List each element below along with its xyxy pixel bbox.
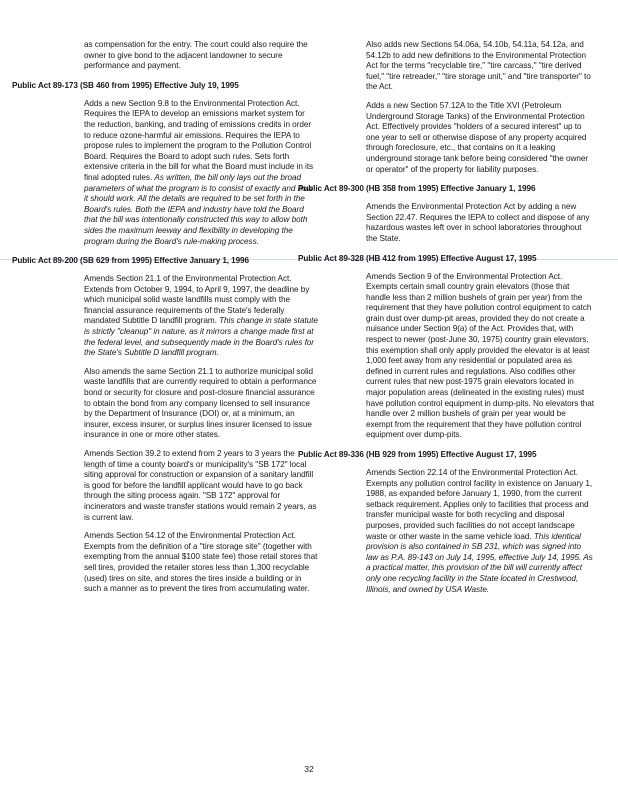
right-column	[298, 40, 595, 603]
paragraph: Amends Section 39.2 to extend from 2 years to 3 years the length of time a county board's or municipality's "SB 172" local siting approval for construction or expansion of a sanitary landfill is good for before the landfill applicant would have to go back through the siting process again. "SB 172" approval for incinerators and waste transfer stations would remain 2 years, as is current law.	[84, 449, 317, 522]
paragraph-text: Adds a new Section 9.8 to the Environmental Protection Act. Requires the IEPA to develop an emissions market system for the reduction, banking, and trading of emissions credits in order to reduce ozone-harmful air emissions. Requires the IEPA to propose rules to implement the program to the Pollution Control Board. Requires the Board to adopt such rules. Sets forth extensive criteria in the bill for what the Board must include in its final adopted rules.	[84, 98, 314, 182]
paragraph: Also adds new Sections 54.06a, 54.10b, 54.11a, 54.12a, and 54.12b to add new definitions to the Environmental Protection Act for the terms "recyclable tire," "tire carcass," "tire derived fuel," "tire retreader," "tire storage unit," and "tire transporter" to the Act.	[366, 40, 591, 92]
paragraph: Amends the Environmental Protection Act by adding a new Section 22.47. Requires the IEPA to collect and dispose of any hazardous wastes left over in school laboratories throughout the State.	[366, 202, 590, 243]
paragraph: Amends Section 9 of the Environmental Protection Act. Exempts certain small country grain elevators (those that handle less than 2 million bushels of grain per year) from the requirement that they have pollution control equipment to catch grain dust over dump-pit areas, provided they do not create a nuisance under Section 9(a) of the Act. Provides that, with respect to newer (post-June 30, 1975) country grain elevators, this exemption shall only apply provided the elevator is at least 1,000 feet away from any residential or populated area as defined in current rules and regulations. Also codifies other current rules that new post-1975 grain elevators located in major population areas (delineated in the existing rules) must have pollution control equipment in dump-pits. No elevators that handle over 2 million bushels of grain per year would be exempt from the requirement that they have pollution control equipment over dump-pits.	[366, 271, 595, 440]
paragraph	[366, 468, 594, 595]
section-heading: Public Act 89-173 (SB 460 from 1995) Effective July 19, 1995	[12, 80, 239, 90]
paragraph: Also amends the same Section 21.1 to authorize municipal solid waste landfills that are currently required to obtain a performance bond or security for closure and post-closure financial assurance to obtain the bond from any company licensed to sell insurance by the Department of Insurance (DOI) or, at a minimum, an insurer, excess insurer, or surplus lines insurer licensed to issue insurance in one or more other states.	[84, 366, 317, 440]
paragraph: as compensation for the entry. The court could also require the owner to give bond to the adjacent landowner to secure performance and payment.	[84, 40, 308, 71]
paragraph: Adds a new Section 57.12A to the Title XVI (Petroleum Underground Storage Tanks) of the Environmental Protection Act. Effectively provides "holders of a secured interest" up to one year to sell or otherwise dispose of any property acquired through foreclosure, etc., that contains on it a leaking underground storage tank before being considered "the owner or operator" of the property for liability purposes.	[366, 100, 589, 174]
section-heading: Public Act 89-300 (HB 358 from 1995) Effective January 1, 1996	[298, 184, 536, 194]
page-number: 32	[304, 764, 314, 774]
paragraph-text: Amends Section 22.14 of the Environmental Protection Act. Exempts any pollution control facility in existence on January 1, 1988, as expanded before January 1, 1990, from the current setback requirement. Applies only to facilities that process and transfer municipal waste for both recycling and disposal purposes, provided such facilities do not accept landscape waste or other waste in the same vehicle load.	[366, 468, 593, 541]
paragraph-italic-text: This change in state statute is strictly "cleanup" in nature, as it mirrors a change made first at the federal level, and subsequently made in the Board's rules for the State's Subtitle D landfill program.	[84, 316, 318, 358]
section-heading: Public Act 89-200 (SB 629 from 1995) Effective January 1, 1996	[12, 256, 249, 266]
section-heading: Public Act 89-328 (HB 412 from 1995) Effective August 17, 1995	[298, 253, 537, 263]
paragraph: Amends Section 54.12 of the Environmental Protection Act. Exempts from the definition of a "tire storage site" (together with exempting from the annual $100 state fee) those retail stores that sell tires, provided the retailer stores less than 1,300 recyclable (used) tires on site, and stores the tires inside a building or in such a manner as to prevent the tires from accumulating water.	[84, 531, 318, 594]
paragraph-text: Amends Section 21.1 of the Environmental Protection Act. Extends from October 9, 1994, to April 9, 1997, the deadline by which municipal solid waste landfills must comply with the financial assurance requirements of the State's federally mandated Subtitle D landfill program.	[84, 274, 310, 326]
paragraph	[84, 274, 318, 359]
paragraph-italic-text: As written, the bill only lays out the broad parameters of what the program is to consist of exactly and how it should work. All the details are required to be set forth in the Board's rules. Both the IEPA and industry have told the Board that the bill was intentionally constructed this way to allow both sides the maximum leeway and flexibility in developing the program during the Board's rule-making process.	[84, 172, 313, 246]
section-heading: Public Act 89-336 (HB 929 from 1995) Effective August 17, 1995	[298, 450, 537, 459]
left-column	[12, 40, 318, 603]
paragraph-italic-text: This identical provision is also contained in SB 231, which was signed into law as P.A. 89-143 on July 14, 1995, effective July 14, 1995. As a practical matter, this provision of the bill will currently affect only one recycling facility in the State located in Crestwood, Illinois, and owned by USA Waste.	[366, 531, 593, 594]
paragraph	[84, 99, 318, 247]
